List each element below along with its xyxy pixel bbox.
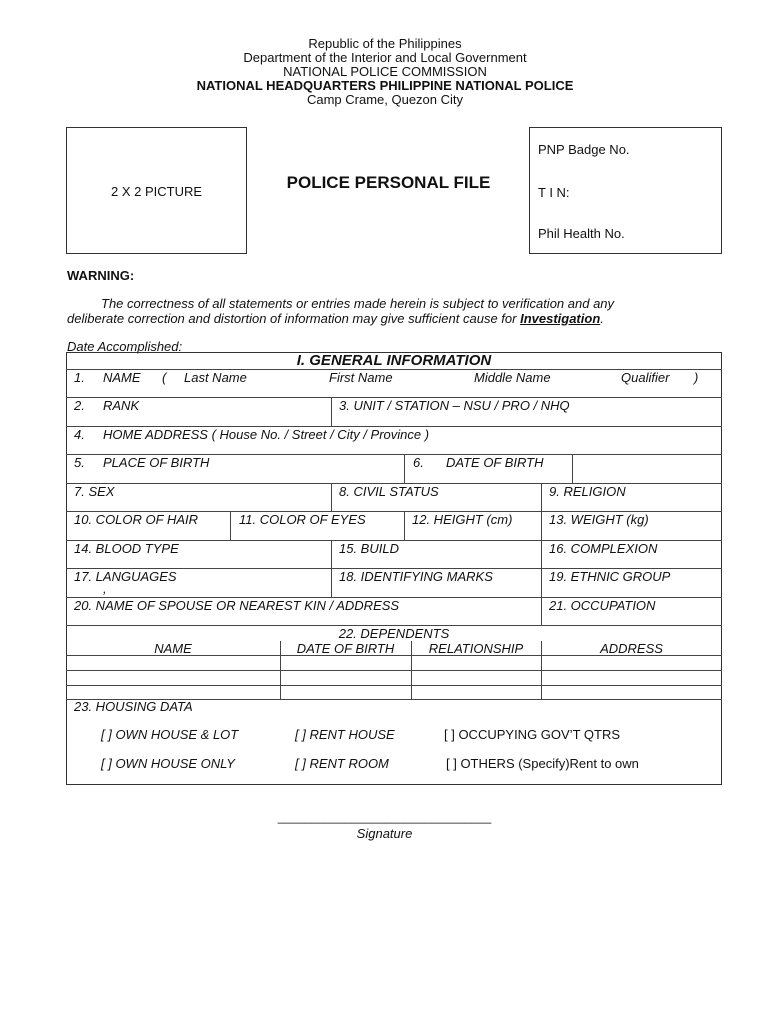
place-of-birth-field[interactable]: PLACE OF BIRTH	[103, 455, 210, 470]
last-name-field[interactable]: Last Name	[184, 370, 247, 385]
spouse-kin-field[interactable]: 20. NAME OF SPOUSE OR NEAREST KIN / ADDRESS	[74, 598, 400, 613]
header-location: Camp Crame, Quezon City	[306, 92, 464, 107]
date-accomplished[interactable]: Date Accomplished: ________________	[67, 339, 302, 354]
own-house-lot-option[interactable]: [ ] OWN HOUSE & LOT	[101, 727, 239, 742]
others-option[interactable]: [ ] OTHERS (Specify)Rent to own	[446, 756, 639, 771]
name-field-label: NAME	[103, 370, 141, 385]
height-field[interactable]: 12. HEIGHT (cm)	[412, 512, 513, 527]
header-department: Department of the Interior and Local Government	[243, 50, 527, 65]
dependents-col-name: NAME	[154, 641, 192, 656]
rank-number: 2.	[74, 398, 85, 413]
languages-comma: ,	[103, 581, 107, 596]
badge-label: PNP Badge No.	[538, 142, 630, 157]
place-of-birth-number: 5.	[74, 455, 85, 470]
hair-color-field[interactable]: 10. COLOR OF HAIR	[74, 512, 199, 527]
name-close-paren: )	[694, 370, 699, 385]
dependents-col-relationship: RELATIONSHIP	[428, 641, 524, 656]
occupation-field[interactable]: 21. OCCUPATION	[549, 598, 656, 613]
ethnic-group-field[interactable]: 19. ETHNIC GROUP	[549, 569, 671, 584]
tin-label: T I N:	[538, 185, 570, 200]
warning-text-line1: The correctness of all statements or entries made herein is subject to verification and any	[101, 296, 615, 311]
signature-label: Signature	[356, 826, 413, 841]
own-house-only-option[interactable]: [ ] OWN HOUSE ONLY	[101, 756, 235, 771]
id-numbers-box	[529, 127, 722, 254]
name-open-paren: (	[162, 370, 167, 385]
header-commission: NATIONAL POLICE COMMISSION	[283, 64, 487, 79]
eye-color-field[interactable]: 11. COLOR OF EYES	[239, 512, 366, 527]
warning-emphasis: Investigation	[520, 311, 601, 326]
dependents-col-dob: DATE OF BIRTH	[296, 641, 395, 656]
form-title: POLICE PERSONAL FILE	[286, 173, 491, 192]
date-of-birth-number: 6.	[413, 455, 424, 470]
qualifier-field[interactable]: Qualifier	[621, 370, 670, 385]
religion-field[interactable]: 9. RELIGION	[549, 484, 626, 499]
home-address-number: 4.	[74, 427, 85, 442]
middle-name-field[interactable]: Middle Name	[474, 370, 551, 385]
warning-text-line2: deliberate correction and distortion of information may give sufficient cause for	[67, 311, 521, 326]
first-name-field[interactable]: First Name	[329, 370, 393, 385]
rent-room-option[interactable]: [ ] RENT ROOM	[295, 756, 389, 771]
home-address-field[interactable]: HOME ADDRESS ( House No. / Street / City / Province )	[103, 427, 430, 442]
picture-box[interactable]	[66, 127, 247, 254]
dependents-col-address: ADDRESS	[600, 641, 663, 656]
rank-field[interactable]: RANK	[103, 398, 140, 413]
signature-line[interactable]: ________________________________	[277, 810, 492, 824]
identifying-marks-field[interactable]: 18. IDENTIFYING MARKS	[339, 569, 493, 584]
philhealth-label: Phil Health No.	[538, 226, 625, 241]
header-headquarters: NATIONAL HEADQUARTERS PHILIPPINE NATIONAL POLICE	[196, 78, 574, 93]
build-field[interactable]: 15. BUILD	[339, 541, 399, 556]
unit-station-field[interactable]: 3. UNIT / STATION – NSU / PRO / NHQ	[339, 398, 570, 413]
housing-title: 23. HOUSING DATA	[74, 699, 193, 714]
civil-status-field[interactable]: 8. CIVIL STATUS	[339, 484, 439, 499]
warning-end: .	[600, 311, 604, 326]
dependents-title: 22. DEPENDENTS	[338, 626, 450, 641]
date-of-birth-field[interactable]: DATE OF BIRTH	[446, 455, 544, 470]
govt-quarters-option[interactable]: [ ] OCCUPYING GOV’T QTRS	[444, 727, 621, 742]
picture-label: 2 X 2 PICTURE	[110, 184, 203, 199]
rent-house-option[interactable]: [ ] RENT HOUSE	[295, 727, 395, 742]
languages-field[interactable]: 17. LANGUAGES	[74, 569, 177, 584]
section-title: I. GENERAL INFORMATION	[296, 352, 492, 369]
warning-label: WARNING:	[67, 268, 135, 283]
complexion-field[interactable]: 16. COMPLEXION	[549, 541, 658, 556]
header-republic: Republic of the Philippines	[308, 36, 462, 51]
sex-field[interactable]: 7. SEX	[74, 484, 115, 499]
name-field-number: 1.	[74, 370, 85, 385]
blood-type-field[interactable]: 14. BLOOD TYPE	[74, 541, 179, 556]
weight-field[interactable]: 13. WEIGHT (kg)	[549, 512, 649, 527]
